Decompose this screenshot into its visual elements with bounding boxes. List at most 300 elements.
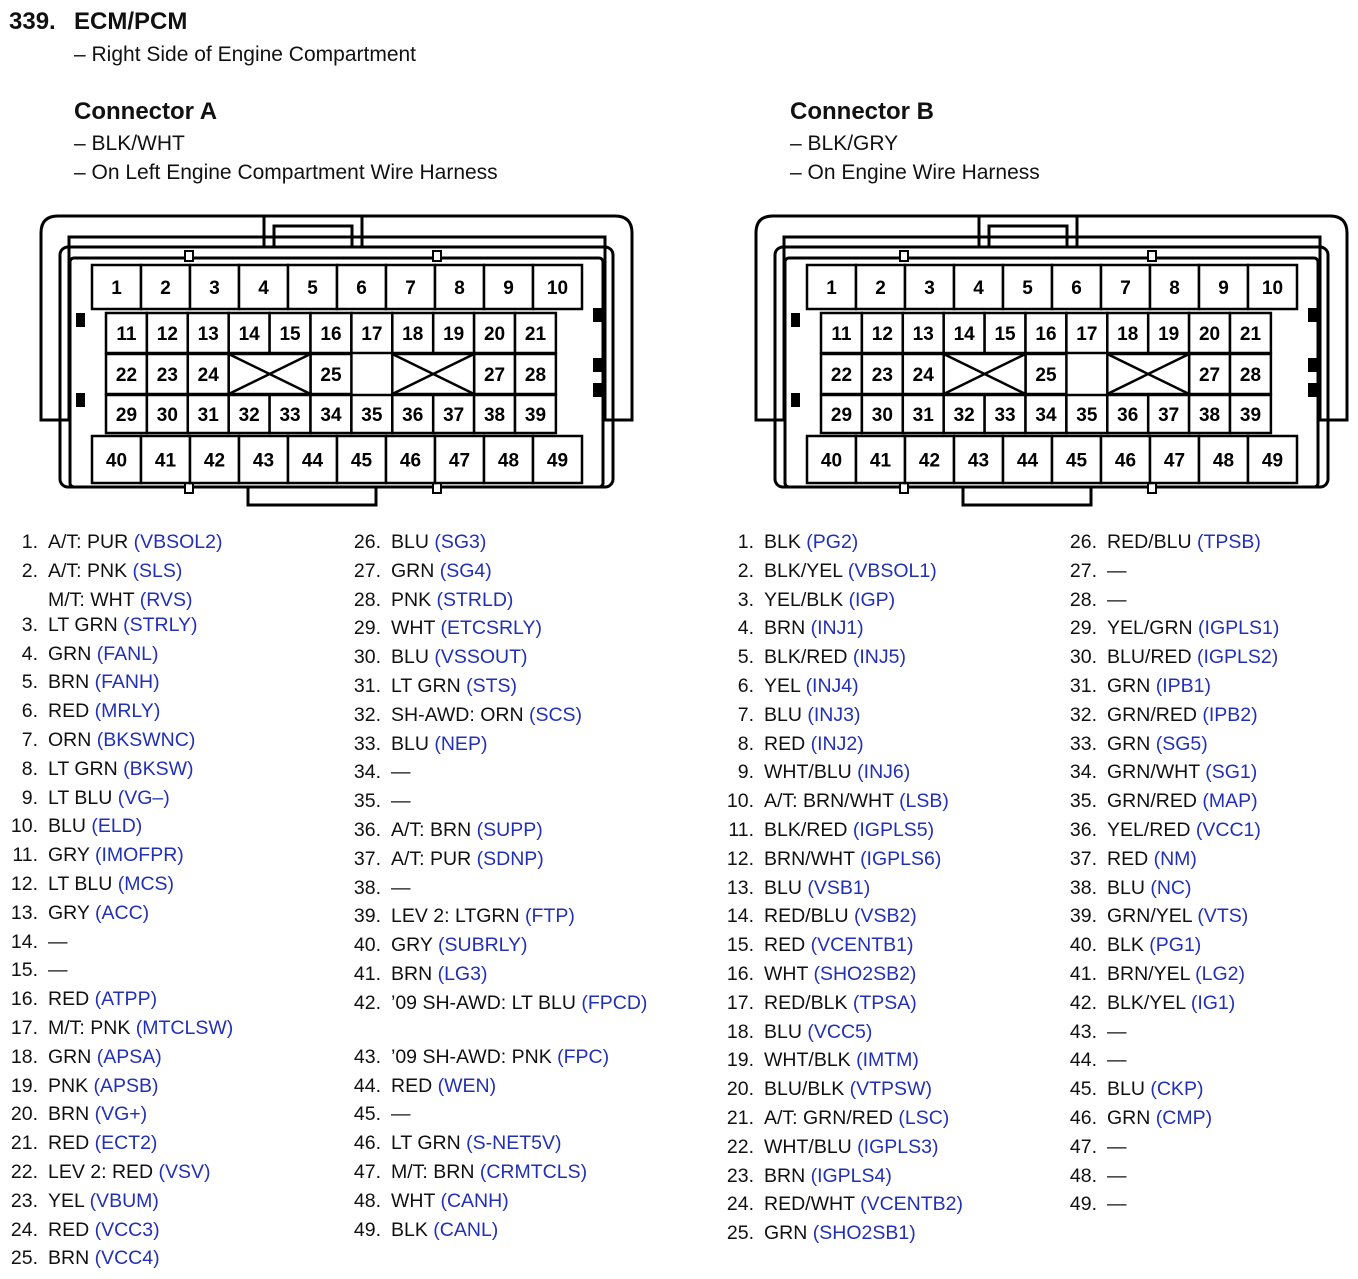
connector-a-color: – BLK/WHT <box>74 132 185 155</box>
pin-number: 30. <box>353 646 381 669</box>
pin-entry <box>726 1018 1054 1047</box>
pin-description <box>48 1187 338 1216</box>
pin-description <box>48 1100 338 1129</box>
pin-number: 12. <box>10 872 38 895</box>
wire-color: — <box>1107 588 1127 611</box>
pin-entry <box>1069 1162 1347 1191</box>
signal-name: (SLS) <box>132 559 183 582</box>
pin-cavity-number: 31 <box>197 405 219 426</box>
pin-entry <box>21 755 338 784</box>
pin-entry <box>1069 701 1347 730</box>
pin-number: 3. <box>21 613 38 636</box>
signal-name: (FPC) <box>557 1045 610 1068</box>
pin-cavity-number: 5 <box>307 278 318 299</box>
pin-cavity-number: 11 <box>116 324 137 345</box>
wire-color: BLU/BLK <box>764 1078 850 1101</box>
wire-color: BRN/YEL <box>1107 962 1196 985</box>
pin-description <box>391 931 691 960</box>
wire-color: WHT/BLK <box>764 1049 857 1072</box>
signal-name: (IGPLS5) <box>852 818 935 841</box>
pin-cavity-number: 23 <box>156 365 178 386</box>
pin-cavity-number: 45 <box>1065 450 1088 472</box>
wire-color: GRN/WHT <box>1107 761 1206 784</box>
wire-color: GRN <box>48 1045 97 1068</box>
pin-description <box>1107 758 1347 787</box>
signal-name: (VCENTB1) <box>810 934 914 957</box>
signal-name: (SHO2SB2) <box>813 962 917 985</box>
pin-cavity-number: 17 <box>361 324 383 345</box>
wire-color: — <box>1107 1193 1127 1216</box>
pin-description <box>764 874 1054 903</box>
wire-color: A/T: GRN/RED <box>764 1106 899 1129</box>
wire-color: BLU <box>764 1020 808 1043</box>
pin-cavity-number: 15 <box>279 324 301 345</box>
pin-cavity-number: 30 <box>871 405 893 426</box>
signal-name: (MTCLSW) <box>135 1016 234 1039</box>
pin-cavity-number: 17 <box>1076 324 1098 345</box>
pin-entry <box>1069 672 1347 701</box>
pin-number: 23. <box>10 1189 38 1212</box>
wire-color: BRN <box>48 671 95 694</box>
wire-color: YEL/GRN <box>1107 617 1199 640</box>
pin-entry <box>726 931 1054 960</box>
signal-name: (VCC1) <box>1195 818 1261 841</box>
wire-color: RED/WHT <box>764 1193 861 1216</box>
wire-color: GRN/RED <box>1107 703 1203 726</box>
pin-cavity-number: 12 <box>871 324 893 345</box>
pin-entry <box>10 1216 338 1245</box>
pin-description <box>764 528 1054 557</box>
wire-color: RED <box>48 988 95 1011</box>
pin-description <box>48 726 338 755</box>
signal-name: (VTS) <box>1197 905 1249 928</box>
pin-cavity-number: 5 <box>1022 278 1033 299</box>
signal-name: (INJ3) <box>807 703 861 726</box>
pin-description <box>48 1043 338 1072</box>
pin-cavity-number: 46 <box>399 450 422 472</box>
signal-name: (INJ6) <box>857 761 911 784</box>
wire-color: LT GRN <box>391 1132 467 1155</box>
pin-entry <box>737 758 1054 787</box>
pin-description <box>764 1075 1054 1104</box>
pin-description <box>48 1158 338 1187</box>
pin-entry <box>726 960 1054 989</box>
pin-entry <box>1069 1075 1347 1104</box>
wire-color: BRN <box>764 617 811 640</box>
pin-number: 38. <box>353 876 381 899</box>
pin-number: 13. <box>10 901 38 924</box>
pin-cavity-number: 23 <box>871 365 893 386</box>
pin-cavity-number: 43 <box>252 450 275 472</box>
signal-name: (PG2) <box>806 531 859 553</box>
pin-entry <box>726 1133 1054 1162</box>
pin-entry <box>1069 614 1347 643</box>
signal-name: (VCC5) <box>807 1020 873 1043</box>
wire-color: WHT <box>391 617 441 640</box>
pin-entry <box>737 730 1054 759</box>
pin-number: 40. <box>1069 934 1097 957</box>
pin-number: 34. <box>1069 761 1097 784</box>
pin-entry <box>353 1072 691 1101</box>
pin-cavity-number: 36 <box>402 405 424 426</box>
wire-color: — <box>391 1103 411 1126</box>
pin-cavity-number: 14 <box>953 324 975 345</box>
signal-name: (VTPSW) <box>849 1078 932 1101</box>
pin-description <box>1107 1018 1347 1047</box>
guide-notch <box>1148 251 1156 261</box>
pin-description <box>391 1043 691 1072</box>
signal-name: (SG3) <box>434 531 487 553</box>
wire-color: YEL <box>764 674 806 697</box>
pin-cavity-number: 7 <box>405 278 416 299</box>
pin-number: 12. <box>726 847 754 870</box>
pin-entry <box>353 1158 691 1187</box>
pin-description <box>764 1219 1054 1248</box>
locking-tab <box>76 313 85 327</box>
pin-number: 7. <box>737 703 754 726</box>
pin-number: 44. <box>1069 1049 1097 1072</box>
signal-name: (VBSOL2) <box>133 531 223 553</box>
signal-name: (CRMTCLS) <box>479 1160 588 1183</box>
signal-name: (INJ2) <box>810 732 864 755</box>
pin-entry <box>353 1187 691 1216</box>
pin-description <box>764 1104 1054 1133</box>
signal-name: (IMOFPR) <box>94 844 184 867</box>
pin-cavity-number: 13 <box>197 324 219 345</box>
signal-name: (VCC3) <box>94 1218 160 1241</box>
pin-description <box>48 956 338 985</box>
wire-color: WHT <box>391 1189 441 1212</box>
wire-color: RED/BLK <box>764 991 853 1014</box>
pin-cavity-number: 11 <box>831 324 852 345</box>
pin-entry <box>1069 528 1347 557</box>
pin-entry <box>1069 1190 1347 1219</box>
pin-entry <box>353 701 691 730</box>
pin-number: 6. <box>737 674 754 697</box>
pin-entry <box>726 1104 1054 1133</box>
pin-entry <box>21 726 338 755</box>
wire-color: M/T: BRN <box>391 1160 480 1183</box>
pin-entry <box>737 528 1054 557</box>
pin-number: 33. <box>1069 732 1097 755</box>
pin-entry <box>1069 787 1347 816</box>
pin-description <box>1107 614 1347 643</box>
pin-cavity-number: 15 <box>994 324 1016 345</box>
pin-cavity-number: 34 <box>320 405 342 426</box>
pin-description <box>391 672 691 701</box>
signal-name: (LSC) <box>898 1106 950 1129</box>
pin-cavity-number: 19 <box>443 324 465 345</box>
wire-color: RED <box>391 1074 438 1097</box>
pin-entry <box>12 841 338 870</box>
pin-entry <box>353 1129 691 1158</box>
connector-b-title: Connector B <box>790 98 934 125</box>
signal-name: (NC) <box>1150 876 1192 899</box>
signal-name: (INJ1) <box>810 617 864 640</box>
pin-entry <box>353 586 691 615</box>
pin-description <box>391 730 691 759</box>
pin-description <box>48 640 338 669</box>
pin-number: 11. <box>12 844 38 867</box>
wire-color: GRN <box>764 1222 813 1245</box>
pin-cavity-number: 14 <box>238 324 260 345</box>
pin-entry <box>1069 557 1347 586</box>
pin-description <box>391 902 691 931</box>
signal-name: (ECT2) <box>94 1132 158 1155</box>
pin-description <box>764 960 1054 989</box>
pin-entry <box>1069 902 1347 931</box>
wire-color: ORN <box>48 728 97 751</box>
pin-number: 1. <box>21 531 38 553</box>
pin-description <box>48 928 338 957</box>
pin-number: 17. <box>10 1016 38 1039</box>
signal-name: (NM) <box>1153 847 1197 870</box>
pin-description <box>764 643 1054 672</box>
pin-description <box>1107 1046 1347 1075</box>
pin-description <box>1107 643 1347 672</box>
pin-entry <box>726 1190 1054 1219</box>
signal-name: (IGP) <box>848 588 896 611</box>
signal-name: (STRLY) <box>123 613 198 636</box>
pin-cavity-number: 47 <box>1163 450 1186 472</box>
wire-color: RED <box>764 732 811 755</box>
wire-color: ’09 SH-AWD: LT BLU <box>391 991 582 1014</box>
pin-cavity-number: 18 <box>1117 324 1139 345</box>
wire-color: BLU <box>391 531 435 553</box>
wire-color: GRN <box>48 642 97 665</box>
signal-name: (IPB2) <box>1202 703 1258 726</box>
pin-description <box>1107 1104 1347 1133</box>
pin-description <box>1107 845 1347 874</box>
pin-description <box>764 730 1054 759</box>
pin-number: 16. <box>726 962 754 985</box>
pin-entry <box>353 931 691 960</box>
signal-name: (STS) <box>466 674 518 697</box>
pin-cavity-number: 4 <box>973 278 984 299</box>
signal-name: (CMP) <box>1155 1106 1213 1129</box>
pin-number: 46. <box>353 1132 381 1155</box>
pin-description <box>48 812 338 841</box>
pin-number: 32. <box>353 703 381 726</box>
wire-color: M/T: WHT <box>48 588 140 611</box>
pin-description <box>48 557 338 615</box>
pin-description <box>391 1072 691 1101</box>
wire-color: GRN <box>1107 1106 1156 1129</box>
signal-name: (MAP) <box>1202 790 1258 813</box>
pin-cavity-number: 44 <box>1016 450 1039 472</box>
pin-entry <box>737 672 1054 701</box>
pin-entry <box>353 1100 691 1129</box>
pin-entry <box>726 845 1054 874</box>
wire-color: BLU <box>764 703 808 726</box>
pin-cavity-number: 2 <box>160 278 171 299</box>
pin-entry <box>10 1158 338 1187</box>
signal-name: (INJ5) <box>852 646 906 669</box>
connector-b-harness: – On Engine Wire Harness <box>790 161 1040 184</box>
pin-cavity-number: 21 <box>524 324 547 345</box>
pin-number: 9. <box>737 761 754 784</box>
pin-number: 43. <box>353 1045 381 1068</box>
pin-cavity-number: 33 <box>279 405 301 426</box>
pin-number: 36. <box>353 818 381 841</box>
pin-description <box>764 1133 1054 1162</box>
pin-cavity-number: 2 <box>875 278 886 299</box>
pin-entry <box>1069 643 1347 672</box>
wire-color: YEL/BLK <box>764 588 849 611</box>
pin-entry <box>726 874 1054 903</box>
pin-cavity-number: 3 <box>924 278 935 299</box>
pin-number: 21. <box>726 1106 754 1129</box>
signal-name: (SG1) <box>1205 761 1258 784</box>
wire-color: — <box>391 761 411 784</box>
pin-description <box>391 557 691 586</box>
signal-name: (CANL) <box>433 1218 499 1241</box>
connector-a-diagram <box>38 213 638 508</box>
pin-description <box>391 787 691 816</box>
pin-number: 42. <box>1069 991 1097 1014</box>
pin-cavity-number: 41 <box>154 450 177 472</box>
pin-description <box>391 1216 691 1245</box>
pin-description <box>391 1100 691 1129</box>
signal-name: (VG+) <box>94 1103 148 1126</box>
signal-name: (LG3) <box>437 962 488 985</box>
pin-description <box>48 697 338 726</box>
pin-description <box>764 672 1054 701</box>
pin-number: 35. <box>353 790 381 813</box>
pin-cavity-number: 20 <box>1198 324 1221 345</box>
wire-color: BLK/RED <box>764 818 853 841</box>
figure-location: – Right Side of Engine Compartment <box>74 43 417 66</box>
guide-notch <box>900 251 908 261</box>
signal-name: (IMTM) <box>856 1049 919 1072</box>
bottom-latch <box>248 487 376 505</box>
pin-cavity-number: 38 <box>1198 405 1221 426</box>
pin-entry <box>10 1129 338 1158</box>
pin-entry <box>10 1244 338 1273</box>
pin-entry <box>10 812 338 841</box>
pin-entry <box>353 672 691 701</box>
wire-color: A/T: BRN <box>391 818 477 841</box>
signal-name: (APSB) <box>93 1074 159 1097</box>
pin-number: 1. <box>737 531 754 553</box>
pin-cavity-number: 32 <box>238 405 260 426</box>
pin-cavity-number: 1 <box>826 278 837 299</box>
pin-number: 41. <box>353 962 381 985</box>
wire-color: BLK <box>1107 934 1150 957</box>
pin-description <box>48 668 338 697</box>
pin-cavity-number: 28 <box>1239 365 1262 386</box>
pin-number: 4. <box>21 642 38 665</box>
wire-color: A/T: PUR <box>391 847 477 870</box>
locking-tab <box>1308 383 1317 397</box>
pin-cavity-number: 9 <box>503 278 514 299</box>
pin-cavity-number: 37 <box>443 405 465 426</box>
pin-cavity-number: 47 <box>448 450 471 472</box>
pin-entry <box>1069 845 1347 874</box>
pin-entry <box>737 586 1054 615</box>
wire-color: BLU/RED <box>1107 646 1197 669</box>
signal-name: (IGPLS1) <box>1198 617 1280 640</box>
wire-color: WHT/BLU <box>764 1135 858 1158</box>
pin-description <box>1107 730 1347 759</box>
connector-a-title: Connector A <box>74 98 218 125</box>
pin-description <box>48 899 338 928</box>
pin-number: 6. <box>21 700 38 723</box>
locking-tab <box>791 313 800 327</box>
pin-number: 14. <box>726 905 754 928</box>
signal-name: (SDNP) <box>476 847 544 870</box>
pin-description <box>764 931 1054 960</box>
wire-color: BLU <box>764 876 808 899</box>
pin-entry <box>726 1162 1054 1191</box>
pin-cavity-number: 25 <box>320 365 342 386</box>
pin-number: 5. <box>737 646 754 669</box>
pin-description <box>48 1244 338 1273</box>
guide-notch <box>433 483 441 493</box>
pin-number: 3. <box>737 588 754 611</box>
pin-cavity-number: 35 <box>1076 405 1098 426</box>
pin-cavity-number: 28 <box>524 365 547 386</box>
wire-color: GRN/YEL <box>1107 905 1198 928</box>
locking-tab <box>1308 358 1317 372</box>
pin-description <box>48 985 338 1014</box>
signal-name: (BKSWNC) <box>96 728 196 751</box>
signal-name: (VCC4) <box>94 1247 160 1270</box>
wire-color: — <box>48 930 68 953</box>
pin-number: 29. <box>353 617 381 640</box>
pin-description <box>764 787 1054 816</box>
pin-description <box>391 643 691 672</box>
pin-number: 18. <box>10 1045 38 1068</box>
pin-number: 20. <box>10 1103 38 1126</box>
pin-entry <box>21 528 338 557</box>
pin-entry <box>1069 1133 1347 1162</box>
pin-entry <box>737 701 1054 730</box>
wire-color: SH-AWD: ORN <box>391 703 529 726</box>
pin-cavity-number: 39 <box>524 405 547 426</box>
wire-color: LEV 2: LTGRN <box>391 905 526 928</box>
pin-description <box>1107 557 1347 586</box>
pin-cavity-number: 49 <box>1261 450 1284 472</box>
wire-color: BLK/RED <box>764 646 853 669</box>
pin-cavity-number: 49 <box>546 450 569 472</box>
pin-number: 39. <box>1069 905 1097 928</box>
pin-cavity-number: 19 <box>1158 324 1180 345</box>
pin-entry <box>21 697 338 726</box>
pin-entry <box>21 557 338 611</box>
pin-description <box>764 816 1054 845</box>
signal-name: (CANH) <box>440 1189 509 1212</box>
wire-color: LT BLU <box>48 872 118 895</box>
pin-cavity-number: 6 <box>1071 278 1082 299</box>
wire-color: GRN <box>1107 732 1156 755</box>
signal-name: (STRLD) <box>436 588 514 611</box>
pin-cavity-number: 45 <box>350 450 373 472</box>
wire-color: GRY <box>391 934 438 957</box>
pin-cavity-number: 4 <box>258 278 269 299</box>
pin-number: 9. <box>21 786 38 809</box>
pin-cavity-number: 29 <box>115 405 138 426</box>
wire-color: WHT/BLU <box>764 761 858 784</box>
pin-number: 16. <box>10 988 38 1011</box>
signal-name: (IPB1) <box>1155 674 1212 697</box>
pin-cavity-number: 10 <box>546 278 569 299</box>
pin-number: 40. <box>353 934 381 957</box>
wire-color: BRN <box>764 1164 811 1187</box>
guide-notch <box>185 251 193 261</box>
wire-color: BLK <box>391 1218 434 1241</box>
wire-color: YEL <box>48 1189 90 1212</box>
